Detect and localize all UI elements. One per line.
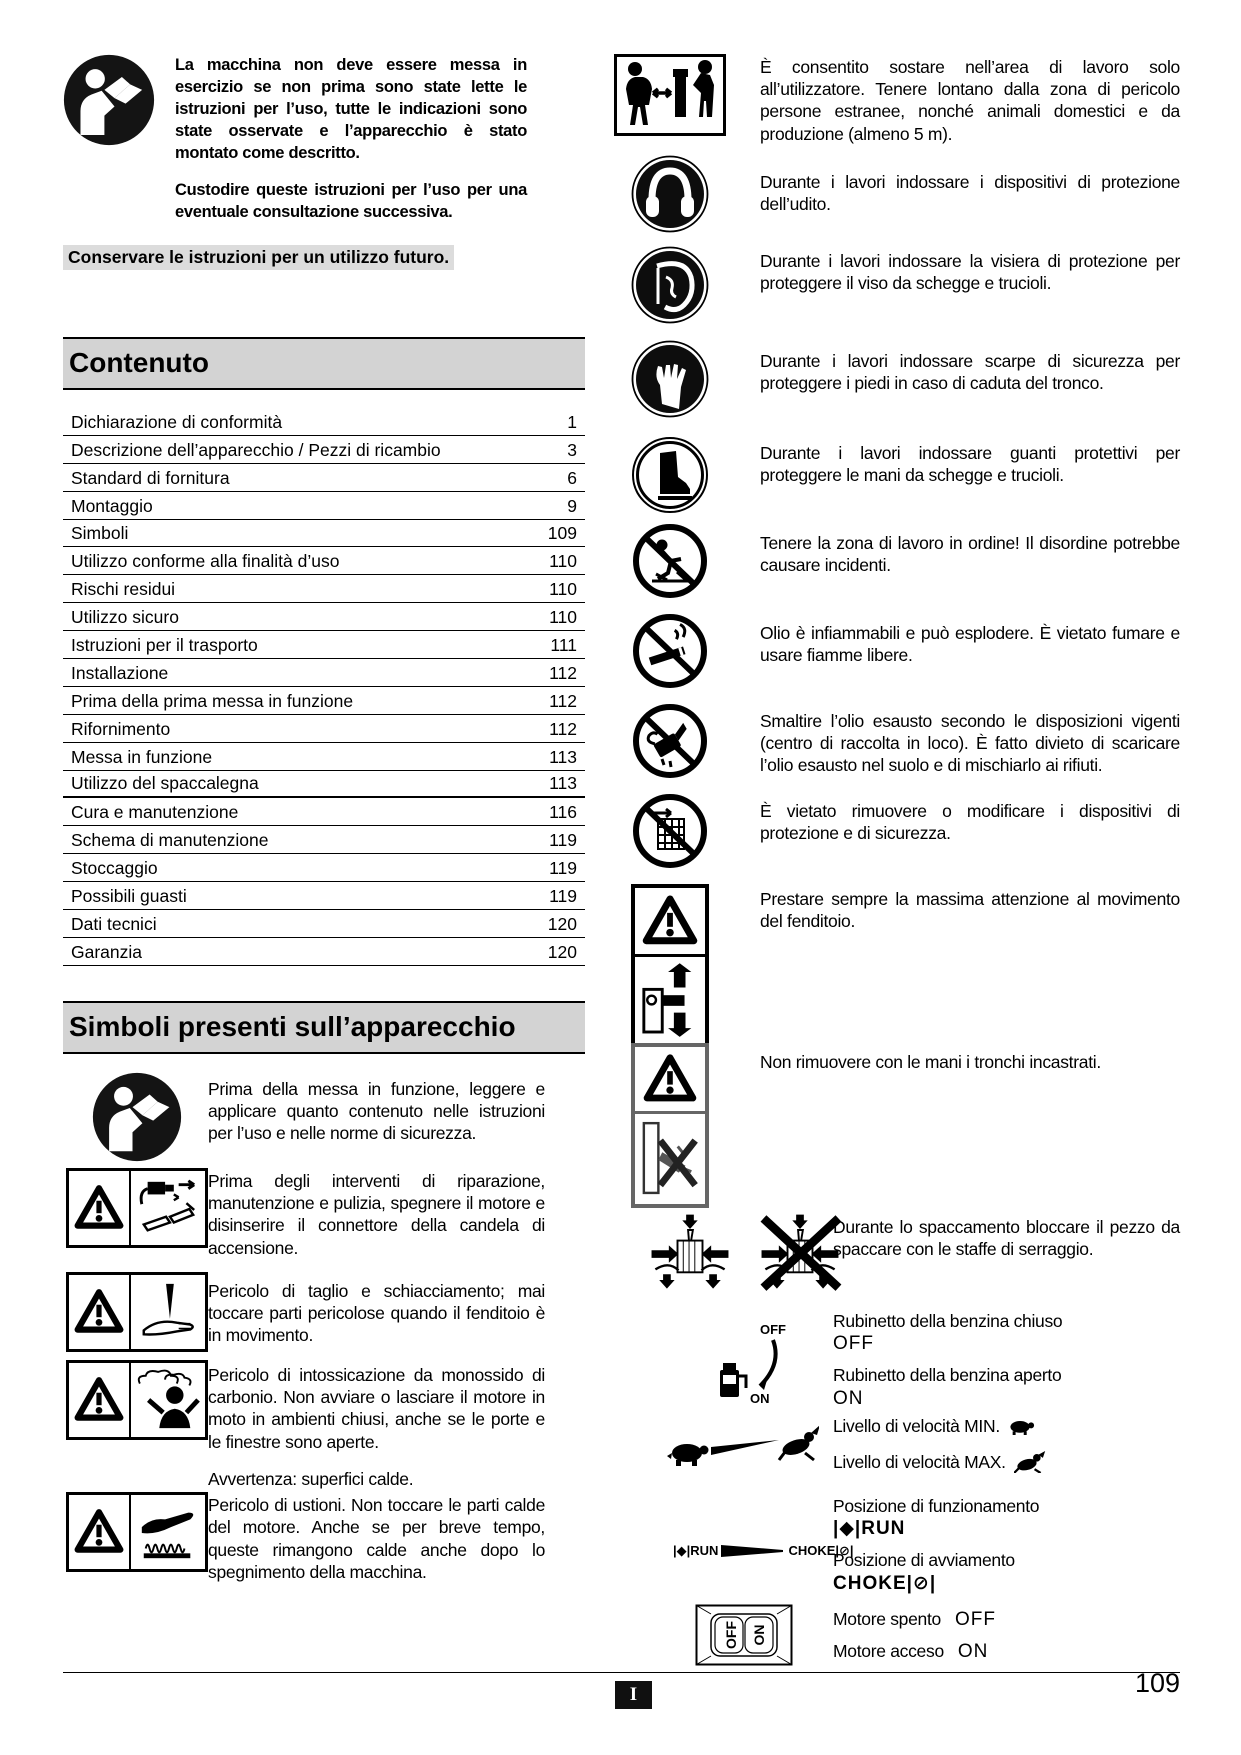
toc-label: Cura e manutenzione xyxy=(71,802,239,823)
toc-row xyxy=(63,687,585,715)
toc-label: Garanzia xyxy=(71,941,143,962)
toc-label: Schema di manutenzione xyxy=(71,830,269,851)
no-smoking-icon xyxy=(595,612,745,690)
toc-page: 1 xyxy=(567,411,577,432)
safety-symbol-text: Durante i lavori indossare i dispositivi di protezione dell’udito. xyxy=(760,172,1180,215)
toc-row xyxy=(63,659,585,687)
safety-symbol-text: È vietato rimuovere o modificare i dispositivi di protezione e di sicurezza. xyxy=(760,801,1180,844)
ear-protection-icon xyxy=(595,155,745,233)
splitter-movement-warning-icon xyxy=(595,884,745,1049)
toc-row xyxy=(63,910,585,938)
engine-on-line: Motore acceso ON xyxy=(833,1641,989,1663)
intro-paragraph-1: La macchina non deve essere messa in esercizio se non prima sono state lette le istruzioni per l’uso, tutte le indicazioni sono state osservate e l’apparecchio è stato montato come descritto. xyxy=(175,56,527,163)
toc-page: 119 xyxy=(549,886,577,907)
safety-symbol-text: Durante i lavori indossare la visiera di protezione per proteggere il viso da schegge e trucioli. xyxy=(760,251,1180,294)
toc-label: Messa in funzione xyxy=(71,746,213,767)
choke-position-symbol: CHOKE|⊘| xyxy=(833,1572,937,1594)
toc-label: Standard di fornitura xyxy=(71,467,230,488)
toc-label: Utilizzo conforme alla finalità d’uso xyxy=(71,551,340,572)
table-of-contents xyxy=(63,408,585,966)
toc-label: Simboli xyxy=(71,523,129,544)
lever-run-label: |◆|RUN xyxy=(673,1543,719,1558)
toc-row xyxy=(63,882,585,910)
toc-row xyxy=(63,938,585,966)
footer-rule xyxy=(63,1672,1180,1673)
toc-page: 116 xyxy=(549,802,577,823)
toc-row xyxy=(63,631,585,659)
toc-page: 109 xyxy=(547,523,577,544)
symbol-text-line2: Pericolo di ustioni. Non toccare le parti calde del motore. Anche se per breve tempo, queste rimangono calde anche dopo lo spegnimento della macchina. xyxy=(208,1495,545,1582)
fuel-closed-text: Rubinetto della benzina chiuso xyxy=(833,1311,1063,1331)
engine-switch-text xyxy=(833,1608,1180,1664)
right-column xyxy=(595,0,1181,1755)
toc-page: 6 xyxy=(567,467,577,488)
toc-page: 112 xyxy=(549,690,577,711)
toc-label: Installazione xyxy=(71,662,169,683)
contents-heading: Contenuto xyxy=(63,337,585,390)
left-column xyxy=(63,0,585,1755)
toc-page: 110 xyxy=(549,551,577,572)
speed-max-text: Livello di velocità MAX. xyxy=(833,1452,1006,1473)
safety-symbol-text: È consentito sostare nell’area di lavoro solo all’utilizzatore. Tenere lontano dalla zona di pericolo persone estranee, nonché animali domestici e da produzione (almeno 5 m). xyxy=(760,57,1180,144)
safety-symbol-text: Durante i lavori indossare guanti protettivi per proteggere le mani da schegge e trucioli. xyxy=(760,443,1180,486)
warning-hot-surface-icon xyxy=(63,1492,210,1572)
fuel-valve-icon xyxy=(710,1318,802,1413)
toc-label: Istruzioni per il trasporto xyxy=(71,635,258,656)
face-shield-icon xyxy=(595,246,745,324)
toc-label: Rischi residui xyxy=(71,579,176,600)
toc-row xyxy=(63,575,585,603)
toc-page: 113 xyxy=(549,773,577,794)
turtle-icon xyxy=(1008,1418,1038,1435)
lever-bar-icon xyxy=(721,1544,785,1558)
engine-switch-icon xyxy=(695,1604,793,1666)
warning-cutting-icon xyxy=(63,1272,210,1352)
fuel-open-text: Rubinetto della benzina aperto xyxy=(833,1365,1062,1386)
trapped-log-warning-icon xyxy=(595,1043,745,1208)
toc-page: 110 xyxy=(549,579,577,600)
speed-min-text: Livello di velocità MIN. xyxy=(833,1416,1000,1436)
toc-page: 120 xyxy=(547,913,577,934)
fuel-valve-off-label: OFF xyxy=(760,1322,786,1337)
engine-off-line: Motore spento OFF xyxy=(833,1609,996,1630)
read-manual-icon xyxy=(63,1072,210,1162)
page-number: 109 xyxy=(1134,1668,1180,1698)
intro-block xyxy=(63,54,585,237)
toc-page: 9 xyxy=(567,495,577,516)
speed-scale-icon xyxy=(667,1423,819,1469)
toc-page: 111 xyxy=(550,635,577,656)
toc-label: Dati tecnici xyxy=(71,913,157,934)
protective-gloves-icon xyxy=(595,340,745,418)
toc-page: 119 xyxy=(549,858,577,879)
toc-page: 110 xyxy=(549,607,577,628)
language-badge: I xyxy=(615,1681,652,1709)
lever-choke-label: CHOKE|⊘| xyxy=(788,1543,854,1558)
symbol-text: Pericolo di intossicazione da monossido di carbonio. Non avviare o lasciare il motore in moto in ambienti chiusi, anche se le porte e le finestre sono aperte. xyxy=(208,1365,545,1452)
fuel-valve-on-label: ON xyxy=(750,1391,770,1406)
toc-row xyxy=(63,771,585,799)
fuel-valve-text xyxy=(833,1310,1180,1411)
symbol-text: Pericolo di taglio e schiacciamento; mai toccare parti pericolose quando il fenditoio è in movimento. xyxy=(208,1281,545,1346)
toc-row xyxy=(63,520,585,548)
intro-text xyxy=(175,54,527,237)
toc-label: Utilizzo del spaccalegna xyxy=(71,773,259,794)
toc-row xyxy=(63,854,585,882)
toc-row xyxy=(63,826,585,854)
warning-spark-plug-icon xyxy=(63,1168,210,1248)
toc-row xyxy=(63,798,585,826)
symbol-text xyxy=(208,1468,545,1587)
toc-row xyxy=(63,436,585,464)
throttle-text xyxy=(833,1495,1180,1596)
toc-row xyxy=(63,408,585,436)
toc-label: Utilizzo sicuro xyxy=(71,607,179,628)
safety-symbol-text: Durante lo spaccamento bloccare il pezzo da spaccare con le staffe di serraggio. xyxy=(833,1217,1180,1260)
run-position-symbol: |◆|RUN xyxy=(833,1518,906,1540)
no-oil-disposal-icon xyxy=(595,702,745,780)
fuel-open-value: ON xyxy=(833,1387,864,1409)
warning-carbon-monoxide-icon xyxy=(63,1360,210,1440)
safety-symbol-text: Smaltire l’olio esausto secondo le disposizioni vigenti (centro di raccolta in loco). È fatto divieto di scaricare l’olio esausto nel suolo e di mischiarlo ai rifiuti. xyxy=(760,711,1180,776)
safety-symbol-text: Non rimuovere con le mani i tronchi incastrati. xyxy=(760,1052,1101,1072)
choke-position-text: Posizione di avviamento xyxy=(833,1550,1015,1571)
run-position-text: Posizione di funzionamento xyxy=(833,1496,1040,1516)
symbol-text: Prima della messa in funzione, leggere e applicare quanto contenuto nelle istruzioni per l’uso e nelle norme di sicurezza. xyxy=(208,1079,545,1144)
toc-row xyxy=(63,492,585,520)
safety-boots-icon xyxy=(595,436,745,514)
toc-label: Montaggio xyxy=(71,495,153,516)
toc-label: Prima della prima messa in funzione xyxy=(71,690,354,711)
switch-on-label: ON xyxy=(751,1624,767,1646)
toc-label: Rifornimento xyxy=(71,718,171,739)
rabbit-icon xyxy=(1014,1451,1046,1473)
speed-text xyxy=(833,1415,1180,1473)
toc-page: 112 xyxy=(549,718,577,739)
toc-label: Descrizione dell’apparecchio / Pezzi di ricambio xyxy=(71,439,441,460)
toc-label: Dichiarazione di conformità xyxy=(71,411,283,432)
toc-page: 119 xyxy=(549,830,577,851)
toc-row xyxy=(63,464,585,492)
toc-page: 112 xyxy=(549,662,577,683)
keep-instructions-note: Conservare le istruzioni per un utilizzo futuro. xyxy=(63,245,454,270)
switch-off-label: OFF xyxy=(723,1621,739,1649)
safety-symbol-text: Prestare sempre la massima attenzione al movimento del fenditoio. xyxy=(760,889,1180,932)
fuel-closed-value: OFF xyxy=(833,1333,874,1355)
toc-row xyxy=(63,715,585,743)
read-manual-icon xyxy=(63,54,155,237)
toc-row xyxy=(63,743,585,771)
toc-label: Possibili guasti xyxy=(71,886,187,907)
safety-symbol-text: Durante i lavori indossare scarpe di sicurezza per proteggere i piedi in caso di caduta del tronco. xyxy=(760,351,1180,394)
work-area-distance-icon xyxy=(595,54,745,136)
clamp-log-icon xyxy=(640,1213,850,1297)
symbols-heading: Simboli presenti sull’apparecchio xyxy=(63,1001,585,1054)
safety-symbol-text: Olio è infiammabili e può esplodere. È vietato fumare e usare fiamme libere. xyxy=(760,623,1180,666)
toc-page: 3 xyxy=(567,439,577,460)
throttle-lever-icon xyxy=(673,1543,854,1559)
clamp-correct-icon xyxy=(640,1213,740,1297)
toc-label: Stoccaggio xyxy=(71,858,158,879)
toc-page: 113 xyxy=(549,746,577,767)
toc-page: 120 xyxy=(547,941,577,962)
toc-row xyxy=(63,603,585,631)
safety-symbol-text: Tenere la zona di lavoro in ordine! Il disordine potrebbe causare incidenti. xyxy=(760,533,1180,576)
toc-row xyxy=(63,547,585,575)
tidy-work-area-icon xyxy=(595,522,745,600)
symbol-text: Prima degli interventi di riparazione, manutenzione e pulizia, spegnere il motore e disinserire il connettore della candela di accensione. xyxy=(208,1171,545,1258)
no-guard-removal-icon xyxy=(595,792,745,870)
intro-paragraph-2: Custodire queste istruzioni per l’uso per una eventuale consultazione successiva. xyxy=(175,180,527,221)
symbol-text-line1: Avvertenza: superfici calde. xyxy=(208,1469,414,1489)
